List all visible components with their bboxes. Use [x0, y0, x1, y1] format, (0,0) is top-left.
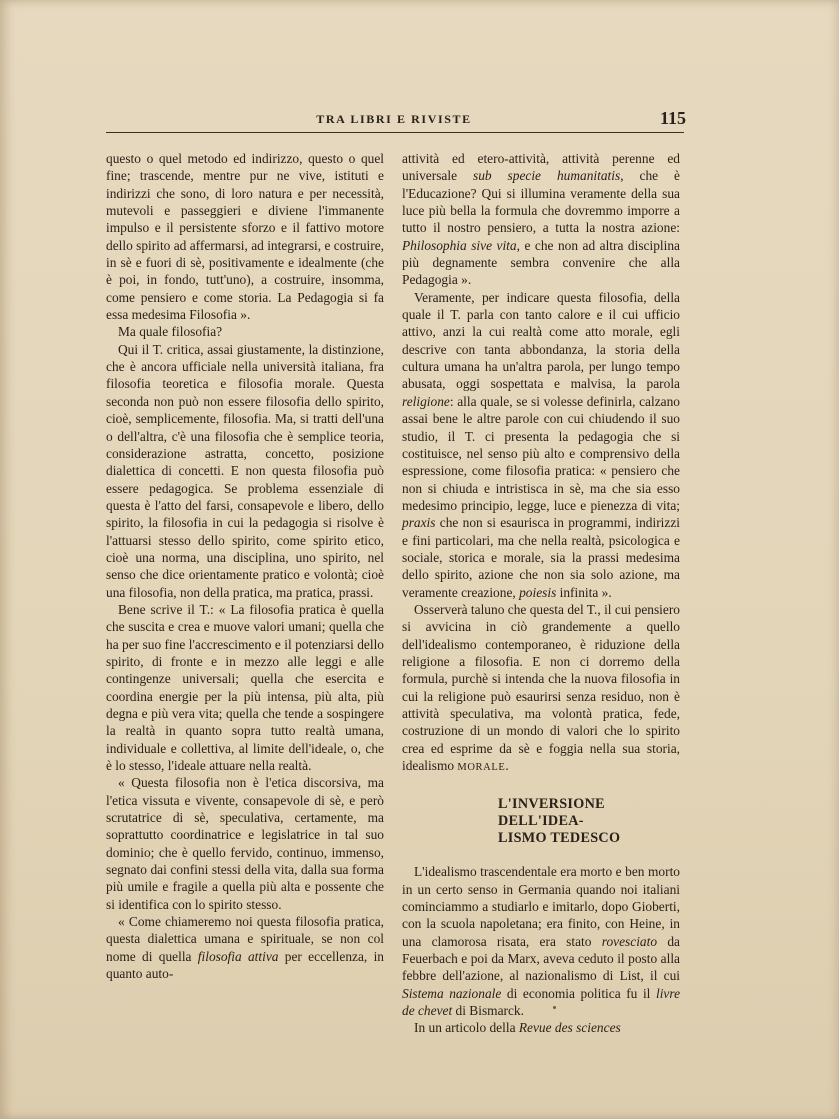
header-rule: [106, 132, 684, 133]
text-run: di Bismarck.: [452, 1003, 524, 1019]
page-header: [106, 108, 686, 132]
text-run: « Come chiameremo noi questa filosofia pratica, questa dialettica umana e spirituale, se non col nome di quella: [106, 914, 384, 964]
page-number: 115: [659, 108, 686, 128]
italic-term: filosofia attiva: [197, 948, 279, 964]
paragraph: questo o quel metodo ed indirizzo, questo o quel fine; trascende, mentre pur ne vive, istituti e indirizzi che sono, di loro natura e per necessità, mutevoli e passeggieri e diviene l'immanente impulso e il persistente sforzo e il fattivo motore dello spirito ad affermarsi, ad integrarsi, e costruire, in sè e fuori di sè, positivamente e idealmente (che è poi, in fondo, tutt'uno), a costruire, insomma, come pensiero e come storia. La Pedagogia si fa essa medesima Filosofia ».: [106, 151, 384, 323]
italic-term: poiesis: [519, 584, 557, 600]
text-run: , e che non ad altra disciplina più degnamente sembra convenire che alla Pedagogia ».: [402, 237, 680, 288]
text-run: da Feuerbach e poi da Marx, aveva ceduto il posto alla febbre dell'azione, al nazionalismo di List, il cui: [402, 933, 680, 984]
heading-line: LISMO TEDESCO: [498, 830, 621, 847]
paragraph: Bene scrive il T.: « La filosofia pratica è quella che suscita e crea e muove valori umani; quella che ha per suo fine l'accrescimento e il potenziarsi dello spirito, di fronte e in mezzo alle leggi e alle contingenze universali; quella che esercita e coordina energie per la più intensa, più alta, più degna e più vera vita; quella che tende a sospingere la realtà in quanto sopra tutto realtà umana, individuale e collettiva, al limite dell'ideale, o, che è lo stesso, l'ideale attuare nella realtà.: [106, 601, 384, 774]
paragraph: [402, 1019, 680, 1036]
italic-term: livre de chevet: [402, 985, 681, 1019]
text-run: attività ed etero-attività, attività perenne ed universale: [402, 151, 680, 184]
text-run: L'idealismo trascendentale era morto e ben morto in un certo senso in Germania quando noi italiani cominciammo a studiarlo e imitarlo, dopo Gioberti, con la scuola napoletana; era finito, con Heine, in una clamorosa risata, era stato: [402, 864, 680, 949]
paragraph: Qui il T. critica, assai giustamente, la distinzione, che è ancora ufficiale nella università italiana, fra filosofia teoretica e filosofia morale. Questa seconda non può non essere filosofia dello spirito, cioè, semplicemente, filosofia. Ma, si tratti dell'una o dell'altra, c'è una filosofia che è semplice teoria, considerazione astratta, concetto, posizione dialettica di concetti. E non questa filosofia può essere pedagogica. Se problema essenziale di questa è l'atto del farsi, consapevole e libero, dello spirito, la filosofia in cui la pedagogia si risolve è l'attuarsi stesso dello spirito, come spirito etico, cioè una norma, una disciplina, uno spirito, nel senso che dice orientamente pratico e volontà; cioè una filosofia, non della pratica, ma pratica, prassi.: [106, 341, 384, 600]
paper-mark: [553, 1006, 556, 1009]
paragraph: [402, 863, 680, 1019]
running-head: TRA LIBRI E RIVISTE: [316, 112, 472, 126]
italic-term: praxis: [402, 515, 436, 531]
italic-term: Revue des sciences: [518, 1020, 621, 1036]
paragraph: [402, 289, 680, 601]
author-signature: MORALE: [457, 762, 506, 774]
italic-term: sub specie humanitatis: [472, 168, 621, 184]
text-run: Osserverà taluno che questa del T., il cui pensiero si avvicina in ciò grandemente a quello dell'idealismo contemporaneo, è riduzione della religione a filosofia. E non ci dorremo della formula, purchè si intenda che la nuova filosofia in cui la religione può esaurirsi senza residuo, non è attività speculativa, ma volontà pratica, fede, costruzione di un mondo di valori che lo spirito crea ed esprime da sè e foggia nella sua storia, idealismo: [402, 601, 680, 774]
left-column: [106, 150, 384, 983]
italic-term: religione: [402, 393, 450, 409]
heading-line: L'INVERSIONE DELL'IDEA-: [498, 796, 605, 830]
text-run: che non si esaurisca in programmi, indirizzi e fini particolari, ma che nella realtà, psicologica e sociale, storica e morale, sia la prassi medesima dello spirito, azione che non sia solo azione, ma veramente creazione,: [402, 515, 680, 600]
paragraph: Ma quale filosofia?: [118, 324, 223, 340]
italic-term: rovesciato: [601, 933, 658, 949]
paragraph: [402, 150, 680, 289]
text-run: Veramente, per indicare questa filosofia, della quale il T. parla con tanto calore e il cui ufficio attivo, anzi la cui realtà come atto morale, egli descrive con tanta abbondanza, la storia della cultura umana ha un'altra parola, per lungo tempo abusata, oggi sospettata e malvisa, la parola: [402, 289, 680, 392]
paragraph: [106, 913, 384, 982]
text-run: : alla quale, se si volesse definirla, calzano assai bene le altre parole con cui chiudendo il suo studio, il T. ci presenta la pedagogia che si costituisce, nel senso più alto e comprensivo della espressione, come filosofia pratica: « pensiero che non si chiuda e intristisca in sè, ma che sia esso medesimo principio, legge, luce e pienezza di vita;: [402, 393, 680, 513]
text-run: infinita ».: [556, 584, 612, 600]
text-run: di economia politica fu il: [501, 985, 656, 1001]
text-run: .: [505, 758, 509, 774]
italic-term: Philosophia sive vita: [402, 237, 517, 253]
section-heading: [498, 796, 680, 847]
paragraph: [402, 601, 680, 776]
text-run: In un articolo della: [414, 1020, 519, 1036]
right-column: [402, 150, 680, 1037]
text-run: , che è l'Educazione? Qui si illumina veramente della sua luce più bella la formula che dovremmo imporre a tutto il nostro pensiero, a tutta la nostra azione:: [402, 168, 680, 236]
paragraph: « Questa filosofia non è l'etica discorsiva, ma l'etica vissuta e vivente, consapevole di sè, e però scrutatrice di sè, speculativa, certamente, ma soprattutto coordinatrice e legislatrice in tal suo dominio; che è quello fervido, continuo, immenso, segnato dai confini stessi della vita, dalla sua forma più umile e fragile a quella più alta e possente che si identifica con lo spirito stesso.: [106, 775, 384, 912]
italic-term: Sistema nazionale: [402, 985, 502, 1001]
text-run: per eccellenza, in quanto auto-: [106, 948, 384, 982]
